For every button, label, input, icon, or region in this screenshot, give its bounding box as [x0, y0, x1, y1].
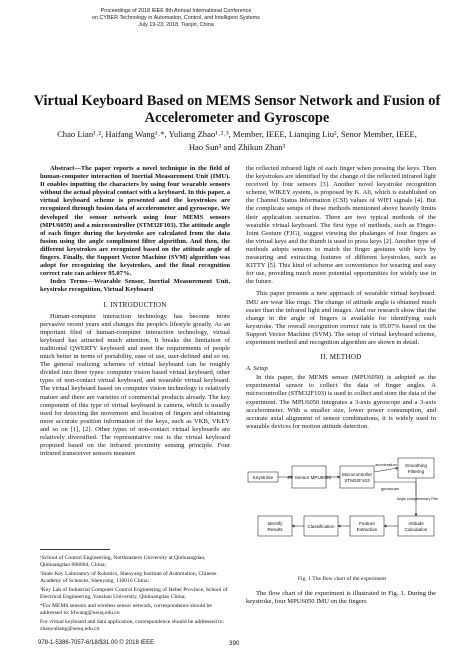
right-paragraph-3: In this paper, the MEMS sensor (MPU6050) is adopted as the experimental sensor to collect the data of finger angles. A microcontroller (STM32F103) is used to collect and store the data of the experiment. The MPU6050 integrates a 3-axis gyroscope and a 3-axis accelerometer. With a smaller size, lower power consumption, and accurate axial alignment of sensor combinations, it is widely used in wearable devices for motion attitude detection. — [246, 374, 436, 430]
title-line-2: Accelerometer and Gyroscope — [144, 110, 330, 126]
flow-chart-svg — [246, 452, 438, 560]
smoothing-box — [398, 458, 434, 478]
page-number: 390 — [229, 640, 240, 647]
flow-chart-figure — [246, 452, 438, 560]
figure-caption: Fig. 1 The flow chart of the experiment — [297, 576, 387, 582]
footnote-2: ²State Key Laboratory of Robotics, Shenyang Institute of Automation, Chinese Academy of Sciences, Shenyang, 110016 China; — [40, 571, 217, 584]
right-paragraph-2: This paper presents a new approach of wearable virtual keyboard. IMU are wear like rings. The change of attitude angle is obtained much easier than the infrared light and images. And our research show that the change in the angle of fingers is available for identifying each keystroke. The overall recognition correct rate is 95.07% based on the Support Vector Machine (SVM). The setup of virtual keyboard scheme, experiment method and recognition algorithm are shown in detail. — [246, 290, 436, 346]
results-box — [258, 516, 292, 536]
feature-box — [350, 516, 384, 536]
header-line-2: on CYBER Technology in Automation, Control, and Intelligent Systems — [91, 15, 260, 21]
smoothing-label-1: Smoothing — [405, 463, 427, 468]
sensor-label: 4 × Sensor MPU6050 — [286, 475, 332, 480]
footnote-rule — [40, 549, 110, 550]
right-paragraph-1: the reflected infrared light of each finger when pressing the keys. Then the keystrokes are identified by the change of the reflected infrared light received by four sensors [3]. Another novel keystroke recognition scheme, WIKEY system, is proposed by K. Ali, which is established on the Channel Status Information (CSI) values of WIFI signals [4]. But the complicate setups of these methods mentioned above heavily limits their application scenarios. There are two typical methods of the wearable virtual keyboard. The first type of methods, such as Finger-Joint Gesture (FJG), suggest viewing the phalanges of four fingers as the virtual keys and the thumb is used to press keys [2]. Another type of methods adopts sensors to match the finger gestures with keys by measuring and extracting features of different keystrokes, such as KITTY [5]. This kind of scheme are convenience for wearing and easy for use, providing much more potential opportunities for widely use in the future. — [246, 165, 436, 286]
index-terms: Index Terms—Wearable Sensor, Inertial Measurement Unit, keystroke recognition, Virtual Keyboard — [40, 278, 230, 294]
header-line-3: July 19-23, 2018, Tianjin, China — [138, 22, 214, 28]
section-heading-method: II. METHOD — [320, 353, 362, 362]
right-column — [246, 165, 436, 431]
author-list — [30, 128, 444, 153]
footnotes — [40, 549, 230, 635]
attitude-label-2: Calculation — [404, 527, 428, 532]
authors-line-2: Hao Sun³ and Zhikun Zhan³ — [188, 141, 286, 152]
mcu-label-1: Microcontroller — [341, 472, 373, 477]
mcu-label-2: STM32F103 — [344, 478, 370, 483]
right-paragraph-4: The flow chart of the experiment is illustrated in Fig. 1. During the keystroke, four MPU6050 IMU on the fingers — [246, 590, 436, 606]
footnote-5: For virtual keyboard and data application, correspondence should be addressed to: zhaoyuliang@neuq.edu.cn — [40, 619, 225, 632]
gyroscope-label: gyroscope — [380, 486, 400, 491]
smoothing-label-2: Filtering — [407, 469, 425, 474]
footnote-3: ³Key Lab of Industrial Computer Control Engineering of Hebei Province, School of Electrical Engineering, Yanshan University, Qinhuangdao China; — [40, 587, 228, 600]
isbn-footer: 978-1-5386-7057-6/18/$31.00 © 2018 IEEE — [38, 640, 155, 646]
footnote-1: ¹School of Control Engineering, Northeastern University at Qinhuangdao, Qinhuangdao 066004, China; — [40, 555, 206, 568]
footnote-4: *For MEMS sensors and wireless sensor network, correspondence should be addressed to: hfwang@neuq.edu.cn — [40, 603, 212, 616]
results-label-1: Identify — [267, 521, 283, 526]
classification-label: Classification — [307, 524, 335, 529]
authors-line-1: Chao Lian¹˒², Haifang Wang¹˒*, Yuliang Zhao¹˒²˒³, Member, IEEE, Lianqing Liu², Senor Member, IEEE, — [57, 129, 417, 139]
header-line-1: Proceedings of 2018 IEEE 8th Annual International Conference — [100, 8, 252, 14]
feature-label-1: Feature — [359, 521, 375, 526]
right-bottom-text — [246, 590, 436, 606]
abstract: Abstract—The paper reports a novel technique in the field of human-computer interaction of Inertial Measurement Unit (IMU). It enables inputting the characters by using four wearable sensors without the actual physical contact with a keyboard. In this paper, a virtual keyboard scheme is presented and the keystrokes are recognized through fusion data of accelerometer and gyroscope. We developed the sensor network using four MEMS sensors (MPU6050) and a microcontroller (STM32F103). The attitude angle of each finger during the keystroke are calculated from the data fusion using the angle compliment filter algorithm. And then, the different keystrokes are recognized based on the attitude angle of fingers. Finally, the Support Vector Machine (SVM) algorithm was adopt for recognizing the keystrokes, and the final recognition correct rate can achieve 95.07%. — [40, 165, 230, 278]
paper-title — [30, 93, 444, 127]
attitude-label-1: Attitude — [408, 521, 424, 526]
acceleration-label: acceleration — [375, 462, 397, 467]
feature-label-2: Extraction — [356, 527, 378, 532]
title-line-1: Virtual Keyboard Based on MEMS Sensor Network and Fusion of — [33, 93, 441, 109]
conference-header — [56, 8, 296, 29]
keystroke-label: Keystroke — [252, 475, 274, 480]
section-heading-introduction: I. INTRODUCTION — [103, 300, 167, 309]
intro-paragraph: Human-computer interaction technology has become more pervasive recent years and changes the people's lifestyle greatly. As an important filed of human-computer interaction technology, virtual keyboard has attracted much attention. It breaks the limitation of traditional QWERTY keyboard and meet the requirements of people much better in terms of portability, ease of use, user-defined and so on. The general realizing schemes of virtual keyboard can be roughly divided into three types: computer vision based virtual keyboard, other types of non-contact virtual keyboard, and wearable virtual keyboard. The virtual keyboard based on computer vision technology is relatively mature and there are varieties of commercial products already. The key component of this type of virtual keyboard is camera, which is usually used for detecting the movement and location of fingers and obtaining more accurate position information of the keys, such as VKB, VKEY and so on [1], [2]. Other types of non-contact virtual keyboards are relatively diversified. The representative one is the virtual keyboard proposed based on the infrared proximity sensing principle. Four infrared transceiver sensors measure — [40, 312, 230, 458]
results-label-2: Results — [267, 527, 283, 532]
angle-filter-label: Angle complimentary Filter — [396, 497, 438, 501]
attitude-box — [398, 516, 434, 536]
subsection-setup: A. Setup — [246, 365, 268, 373]
left-column — [40, 165, 230, 458]
mcu-box — [340, 466, 374, 488]
